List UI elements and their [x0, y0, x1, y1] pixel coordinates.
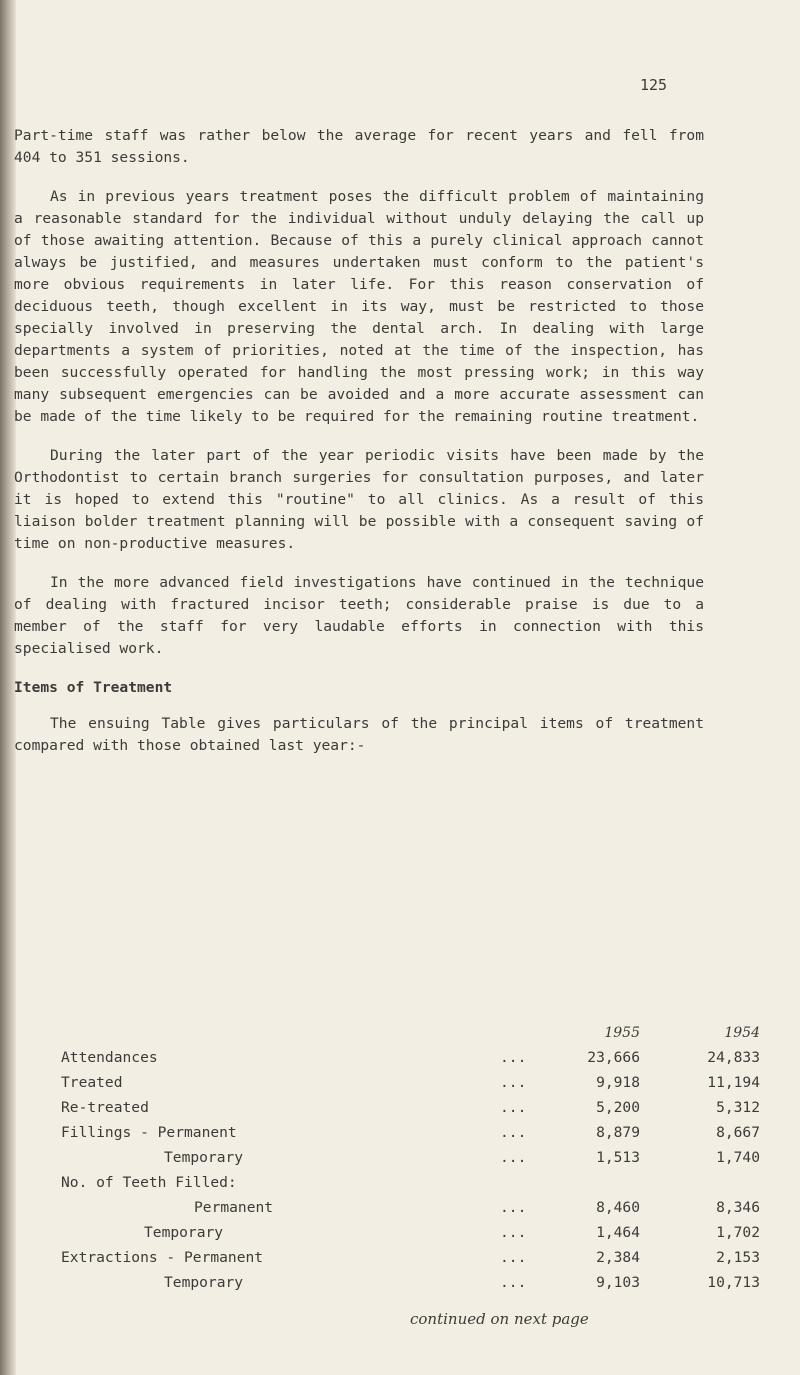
section-heading: Items of Treatment	[14, 679, 173, 696]
value-1954: 10,713	[707, 1274, 760, 1291]
row-leader-dots: ...	[500, 1124, 527, 1141]
row-label: Attendances	[61, 1049, 158, 1066]
table-header-row	[14, 1020, 760, 1045]
table-row	[14, 1220, 760, 1245]
value-1955: 23,666	[587, 1049, 640, 1066]
value-1955: 8,879	[596, 1124, 640, 1141]
value-1955	[545, 1170, 640, 1195]
row-label: Extractions - Permanent	[61, 1249, 264, 1266]
table-row	[14, 1045, 760, 1070]
value-1955: 5,200	[596, 1099, 640, 1116]
value-1955: 9,918	[596, 1074, 640, 1091]
table-row	[14, 1195, 760, 1220]
row-leader-dots: ...	[500, 1074, 527, 1091]
row-leader-dots: ...	[500, 1274, 527, 1291]
value-1955: 1,513	[596, 1149, 640, 1166]
table-row	[14, 1145, 760, 1170]
row-leader-dots: ...	[500, 1099, 527, 1116]
value-1954: 2,153	[716, 1249, 760, 1266]
row-label: Re-treated	[61, 1099, 149, 1116]
paragraph-orthodontist-visits: During the later part of the year periodic visits have been made by the Orthodontist to certain branch surgeries for consultation purposes, and later it is hoped to extend this "routine" to all clinics. As a result of this liaison bolder treatment planning will be possible with a consequent saving of time on non-productive measures.	[14, 447, 704, 552]
year-header-1955: 1955	[604, 1024, 640, 1041]
paragraph-table-intro: The ensuing Table gives particulars of the principal items of treatment compared with those obtained last year:-	[14, 715, 704, 754]
value-1955: 2,384	[596, 1249, 640, 1266]
year-header-1954: 1954	[724, 1024, 760, 1041]
row-leader-dots: ...	[500, 1249, 527, 1266]
page-number: 125	[640, 76, 668, 94]
value-1955: 8,460	[596, 1199, 640, 1216]
table-row	[14, 1095, 760, 1120]
paragraph-field-investigations: In the more advanced field investigations have continued in the technique of dealing with fractured incisor teeth; considerable praise is due to a member of the staff for very laudable efforts in connection with this specialised work.	[14, 574, 704, 657]
row-leader-dots: ...	[500, 1224, 527, 1241]
row-label: Temporary	[164, 1149, 244, 1166]
row-leader-dots	[494, 1170, 545, 1195]
continued-note: continued on next page	[410, 1310, 589, 1328]
row-leader-dots: ...	[500, 1199, 527, 1216]
body-text	[14, 125, 704, 774]
table-row	[14, 1120, 760, 1145]
value-1954: 24,833	[707, 1049, 760, 1066]
row-label: Temporary	[164, 1274, 244, 1291]
value-1954: 1,740	[716, 1149, 760, 1166]
table-row	[14, 1270, 760, 1295]
row-label: Temporary	[144, 1224, 224, 1241]
row-label: No. of Teeth Filled:	[61, 1174, 237, 1191]
paragraph-part-time-staff: Part-time staff was rather below the average for recent years and fell from 404 to 351 sessions.	[14, 127, 704, 166]
value-1954	[640, 1170, 760, 1195]
table-row	[14, 1245, 760, 1270]
paragraph-treatment-problem: As in previous years treatment poses the difficult problem of maintaining a reasonable standard for the individual without unduly delaying the call up of those awaiting attention. Because of this a purely clinical approach cannot always be justified, and measures undertaken must conform to the patient's more obvious requirements in later life. For this reason conservation of deciduous teeth, though excellent in its way, must be restricted to those specially involved in preserving the dental arch. In dealing with large departments a system of priorities, noted at the time of the inspection, has been successfully operated for handling the most pressing work; in this way many subsequent emergencies can be avoided and a more accurate assessment can be made of the time likely to be required for the remaining routine treatment.	[14, 188, 704, 425]
row-leader-dots: ...	[500, 1149, 527, 1166]
row-label: Permanent	[194, 1199, 274, 1216]
row-label: Treated	[61, 1074, 123, 1091]
value-1955: 9,103	[596, 1274, 640, 1291]
value-1955: 1,464	[596, 1224, 640, 1241]
table-row	[14, 1170, 760, 1195]
table-row	[14, 1070, 760, 1095]
value-1954: 1,702	[716, 1224, 760, 1241]
value-1954: 8,667	[716, 1124, 760, 1141]
row-label: Fillings - Permanent	[61, 1124, 237, 1141]
value-1954: 11,194	[707, 1074, 760, 1091]
value-1954: 5,312	[716, 1099, 760, 1116]
row-leader-dots: ...	[500, 1049, 527, 1066]
treatment-table	[14, 1020, 760, 1295]
value-1954: 8,346	[716, 1199, 760, 1216]
